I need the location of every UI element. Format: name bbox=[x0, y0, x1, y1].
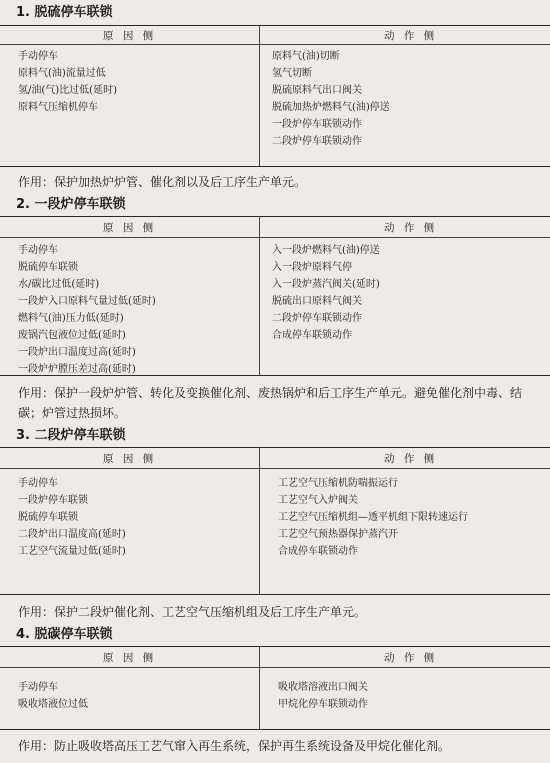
action-list bbox=[278, 475, 468, 560]
cause-item: 脱硫停车联锁 bbox=[18, 512, 78, 523]
cause-item: 脱硫停车联锁 bbox=[18, 262, 78, 273]
action-column-header: 动 作 侧 bbox=[384, 30, 438, 42]
action-column-header: 动 作 侧 bbox=[384, 453, 438, 465]
table-column-divider bbox=[259, 447, 260, 594]
cause-item: 手动停车 bbox=[18, 51, 58, 62]
table-top-rule bbox=[0, 216, 550, 217]
table-column-divider bbox=[259, 646, 260, 729]
action-item: 入一段炉原料气停 bbox=[272, 262, 352, 273]
section-3-heading: 3. 二段炉停车联锁 bbox=[16, 428, 126, 443]
table-bottom-rule bbox=[0, 594, 550, 595]
table-bottom-rule bbox=[0, 729, 550, 730]
action-item: 二段炉停车联锁动作 bbox=[272, 313, 362, 324]
action-list bbox=[278, 679, 368, 713]
section-2-effect: 作用：保护一段炉炉管、转化及变换催化剂、废热锅炉和后工序生产单元。避免催化剂中毒、结碳；炉管过热损坏。 bbox=[18, 386, 523, 420]
section-3-effect: 作用：保护二段炉催化剂、工艺空气压缩机组及后工序生产单元。 bbox=[18, 605, 367, 619]
cause-item: 工艺空气流量过低(延时) bbox=[18, 546, 126, 557]
cause-item: 手动停车 bbox=[18, 245, 58, 256]
cause-column-header: 原 因 侧 bbox=[103, 652, 157, 664]
action-item: 氢气切断 bbox=[272, 68, 312, 79]
action-item: 原料气(油)切断 bbox=[272, 51, 340, 62]
section-4-table bbox=[0, 646, 550, 730]
action-item: 入一段炉燃料气(油)停送 bbox=[272, 245, 380, 256]
table-top-rule bbox=[0, 447, 550, 448]
cause-item: 吸收塔液位过低 bbox=[18, 699, 88, 710]
table-header-rule bbox=[0, 667, 550, 668]
table-header-rule bbox=[0, 468, 550, 469]
cause-item: 一段炉炉膛压差过高(延时) bbox=[18, 364, 136, 375]
section-1-table bbox=[0, 25, 550, 167]
action-item: 工艺空气压缩机组—透平机组下限转速运行 bbox=[278, 512, 468, 523]
table-column-divider bbox=[259, 25, 260, 166]
section-1-effect: 作用：保护加热炉炉管、催化剂以及后工序生产单元。 bbox=[18, 175, 307, 189]
section-3-table bbox=[0, 447, 550, 595]
action-item: 二段炉停车联锁动作 bbox=[272, 136, 362, 147]
section-4-effect: 作用：防止吸收塔高压工艺气窜入再生系统，保护再生系统设备及甲烷化催化剂。 bbox=[18, 739, 451, 753]
section-4-heading: 4. 脱碳停车联锁 bbox=[16, 627, 113, 642]
cause-item: 原料气压缩机停车 bbox=[18, 102, 98, 113]
section-1-heading: 1. 脱硫停车联锁 bbox=[16, 5, 113, 20]
cause-column-header: 原 因 侧 bbox=[103, 222, 157, 234]
cause-item: 手动停车 bbox=[18, 478, 58, 489]
cause-item: 废锅汽包液位过低(延时) bbox=[18, 330, 126, 341]
action-column-header: 动 作 侧 bbox=[384, 652, 438, 664]
action-item: 脱硫原料气出口阀关 bbox=[272, 85, 362, 96]
action-item: 工艺空气入炉阀关 bbox=[278, 495, 358, 506]
section-2-table bbox=[0, 216, 550, 376]
action-column-header: 动 作 侧 bbox=[384, 222, 438, 234]
action-item: 一段炉停车联锁动作 bbox=[272, 119, 362, 130]
table-column-divider bbox=[259, 216, 260, 375]
cause-item: 水/碳比过低(延时) bbox=[18, 279, 100, 290]
table-top-rule bbox=[0, 25, 550, 26]
action-item: 脱硫加热炉燃料气(油)停送 bbox=[272, 102, 390, 113]
action-item: 工艺空气压缩机防喘振运行 bbox=[278, 478, 398, 489]
cause-list bbox=[18, 475, 126, 560]
cause-column-header: 原 因 侧 bbox=[103, 453, 157, 465]
action-item: 脱硫出口原料气阀关 bbox=[272, 296, 362, 307]
cause-item: 氢/油(气)比过低(延时) bbox=[18, 85, 117, 96]
cause-item: 手动停车 bbox=[18, 682, 58, 693]
cause-item: 二段炉出口温度高(延时) bbox=[18, 529, 126, 540]
cause-item: 一段炉入口原料气量过低(延时) bbox=[18, 296, 156, 307]
action-item: 甲烷化停车联锁动作 bbox=[278, 699, 368, 710]
table-header-rule bbox=[0, 237, 550, 238]
section-2-heading: 2. 一段炉停车联锁 bbox=[16, 197, 126, 212]
action-item: 合成停车联锁动作 bbox=[272, 330, 352, 341]
action-item: 入一段炉蒸汽阀关(延时) bbox=[272, 279, 380, 290]
cause-item: 一段炉出口温度过高(延时) bbox=[18, 347, 136, 358]
action-list bbox=[272, 242, 380, 344]
cause-item: 一段炉停车联锁 bbox=[18, 495, 88, 506]
action-item: 合成停车联锁动作 bbox=[278, 546, 358, 557]
cause-list bbox=[18, 242, 156, 378]
table-top-rule bbox=[0, 646, 550, 647]
cause-item: 原料气(油)流量过低 bbox=[18, 68, 106, 79]
action-item: 工艺空气预热器保护蒸汽开 bbox=[278, 529, 398, 540]
table-header-rule bbox=[0, 44, 550, 45]
cause-column-header: 原 因 侧 bbox=[103, 30, 157, 42]
action-item: 吸收塔溶液出口阀关 bbox=[278, 682, 368, 693]
table-bottom-rule bbox=[0, 166, 550, 167]
cause-item: 燃料气(油)压力低(延时) bbox=[18, 313, 124, 324]
cause-list bbox=[18, 679, 88, 713]
action-list bbox=[272, 48, 390, 150]
cause-list bbox=[18, 48, 117, 116]
